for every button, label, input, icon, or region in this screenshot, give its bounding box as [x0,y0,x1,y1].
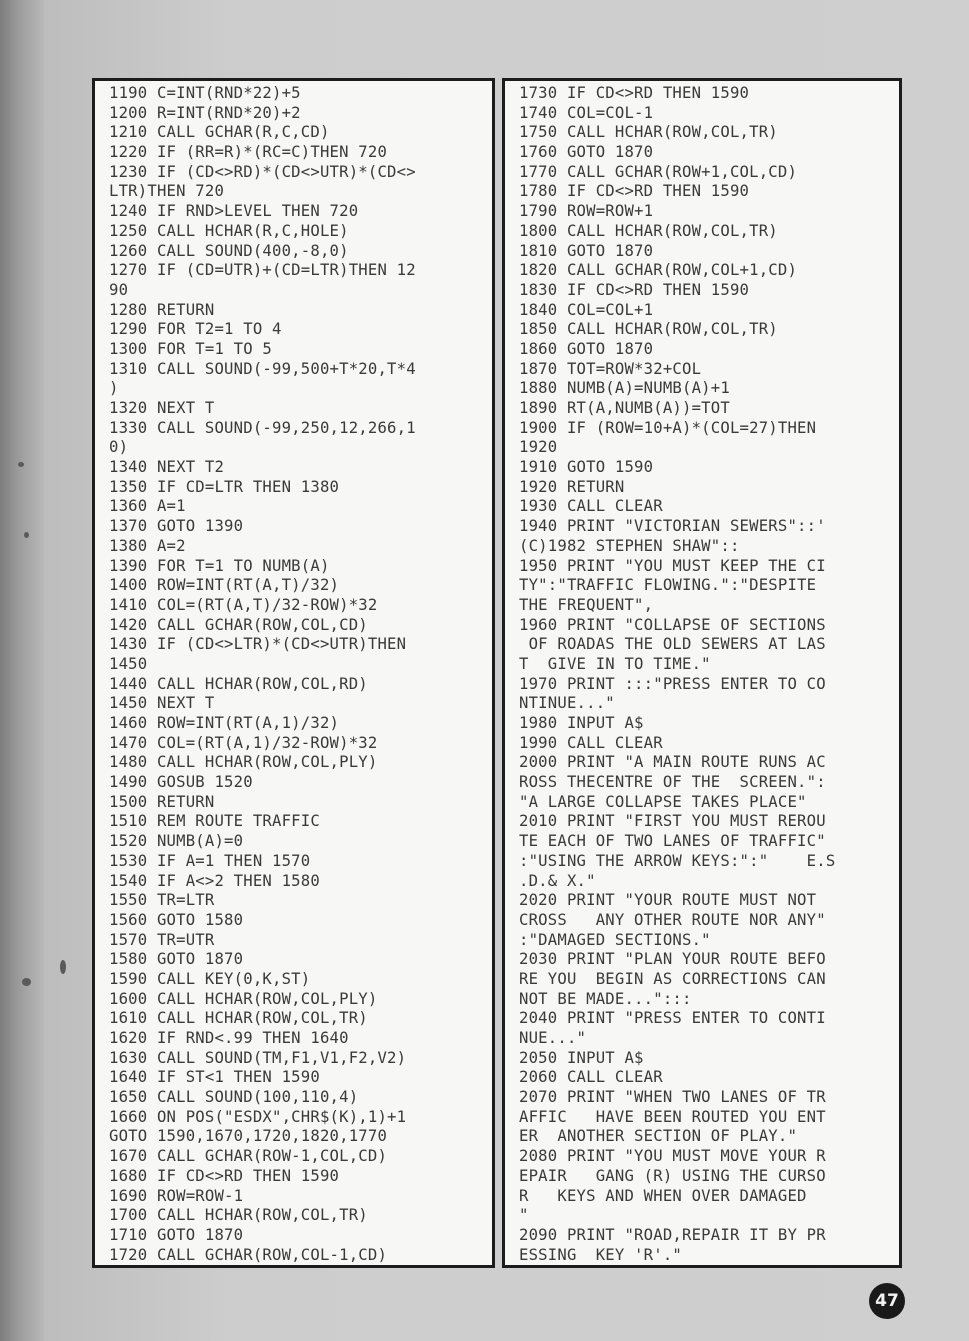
code-line: 1420 CALL GCHAR(ROW,COL,CD) [109,615,368,634]
code-line: 1720 CALL GCHAR(ROW,COL-1,CD) [109,1245,388,1264]
code-line: 2090 PRINT "ROAD,REPAIR IT BY PR [519,1225,826,1244]
code-line: 1580 GOTO 1870 [109,950,244,969]
code-line: 2070 PRINT "WHEN TWO LANES OF TR [519,1088,826,1107]
code-line: 1870 TOT=ROW*32+COL [519,359,702,378]
code-line: 1660 ON POS("ESDX",CHR$(K),1)+1 [109,1107,407,1126]
code-line: 1630 CALL SOUND(TM,F1,V1,F2,V2) [109,1048,407,1067]
code-line: EPAIR GANG (R) USING THE CURSO [519,1166,826,1185]
code-line: 2020 PRINT "YOUR ROUTE MUST NOT [519,891,817,910]
code-line: 1360 A=1 [109,497,186,516]
code-line: ESSING KEY 'R'." [519,1245,682,1264]
code-line: NUE..." [519,1029,587,1047]
code-line: 1730 IF CD<>RD THEN 1590 [519,84,750,102]
page-number-badge: 47 [869,1283,905,1319]
code-line: 1330 CALL SOUND(-99,250,12,266,1 [109,418,416,437]
code-line: 1760 GOTO 1870 [519,143,654,162]
code-line: 1520 NUMB(A)=0 [109,832,244,851]
code-line: LTR)THEN 720 [109,182,225,201]
code-line: ER ANOTHER SECTION OF PLAY." [519,1127,798,1146]
code-line: 1470 COL=(RT(A,1)/32-ROW)*32 [109,733,378,752]
code-line: 1350 IF CD=LTR THEN 1380 [109,477,340,496]
code-line: 1690 ROW=ROW-1 [109,1186,244,1205]
code-line: RE YOU BEGIN AS CORRECTIONS CAN [519,969,826,988]
code-line: 1750 CALL HCHAR(ROW,COL,TR) [519,123,778,142]
code-line: 1390 FOR T=1 TO NUMB(A) [109,556,330,575]
code-line: 1230 IF (CD<>RD)*(CD<>UTR)*(CD<> [109,162,416,181]
code-line: 1430 IF (CD<>LTR)*(CD<>UTR)THEN [109,635,407,654]
code-line: 2030 PRINT "PLAN YOUR ROUTE BEFO [519,950,826,969]
code-line: NTINUE..." [519,694,615,713]
code-line: 1740 COL=COL-1 [519,103,654,122]
code-line: 1440 CALL HCHAR(ROW,COL,RD) [109,674,368,693]
code-line: 1310 CALL SOUND(-99,500+T*20,T*4 [109,359,416,378]
code-line: 1250 CALL HCHAR(R,C,HOLE) [109,221,349,240]
code-line: 1320 NEXT T [109,399,215,417]
code-line: 1770 CALL GCHAR(ROW+1,COL,CD) [519,162,798,181]
code-line: 1550 TR=LTR [109,891,215,910]
code-line: 1260 CALL SOUND(400,-8,0) [109,241,349,260]
code-line: 1860 GOTO 1870 [519,339,654,358]
code-line: 1620 IF RND<.99 THEN 1640 [109,1029,349,1047]
code-line: 1540 IF A<>2 THEN 1580 [109,871,320,890]
code-line: 1650 CALL SOUND(100,110,4) [109,1088,359,1107]
code-line: 1300 FOR T=1 TO 5 [109,339,272,358]
code-line: 1980 INPUT A$ [519,714,644,732]
code-line: 1640 IF ST<1 THEN 1590 [109,1068,320,1087]
print-speck [22,978,31,986]
code-line: 1680 IF CD<>RD THEN 1590 [109,1166,340,1185]
code-listing-left-column [92,78,495,1268]
code-line: 1850 CALL HCHAR(ROW,COL,TR) [519,320,778,339]
code-line: 2060 CALL CLEAR [519,1068,663,1087]
code-line: 1990 CALL CLEAR [519,733,663,752]
code-line: 1370 GOTO 1390 [109,517,244,536]
code-line: R KEYS AND WHEN OVER DAMAGED [519,1186,807,1205]
code-line: 1290 FOR T2=1 TO 4 [109,320,282,339]
code-line: 1710 GOTO 1870 [109,1225,244,1244]
code-line: 1460 ROW=INT(RT(A,1)/32) [109,714,340,732]
code-line: 2040 PRINT "PRESS ENTER TO CONTI [519,1009,826,1028]
code-line: " [519,1206,529,1225]
print-speck [24,532,29,538]
code-line: 1500 RETURN [109,792,215,811]
code-line: 1930 CALL CLEAR [519,497,663,516]
code-line: 1780 IF CD<>RD THEN 1590 [519,182,750,201]
code-line: 1490 GOSUB 1520 [109,773,253,792]
code-line: ) [109,379,119,398]
code-line: 1190 C=INT(RND*22)+5 [109,84,301,102]
code-line: 1510 REM ROUTE TRAFFIC [109,812,320,831]
code-line: 1810 GOTO 1870 [519,241,654,260]
code-line: "A LARGE COLLAPSE TAKES PLACE" [519,792,807,811]
code-line: 1570 TR=UTR [109,930,215,949]
print-speck [18,462,24,467]
code-line: 1560 GOTO 1580 [109,910,244,929]
code-line: 1450 [109,654,148,673]
code-line: 1450 NEXT T [109,694,215,713]
code-line: 1890 RT(A,NUMB(A))=TOT [519,399,730,417]
code-line: .D.& X." [519,871,596,890]
code-line: 90 [109,280,129,299]
code-line: 2050 INPUT A$ [519,1048,644,1067]
code-line: 1840 COL=COL+1 [519,300,654,319]
code-line: 1600 CALL HCHAR(ROW,COL,PLY) [109,989,378,1008]
code-line: 1220 IF (RR=R)*(RC=C)THEN 720 [109,143,388,162]
code-line: 1210 CALL GCHAR(R,C,CD) [109,123,330,142]
book-binding-shadow [0,0,44,1341]
code-line: TE EACH OF TWO LANES OF TRAFFIC" [519,832,826,851]
code-line: :"DAMAGED SECTIONS." [519,930,711,949]
code-line: AFFIC HAVE BEEN ROUTED YOU ENT [519,1107,826,1126]
code-line: 1200 R=INT(RND*20)+2 [109,103,301,122]
code-line: 1970 PRINT :::"PRESS ENTER TO CO [519,674,826,693]
code-line: 1340 NEXT T2 [109,458,225,477]
code-line: :"USING THE ARROW KEYS:":" E.S [519,851,836,870]
code-line: 1910 GOTO 1590 [519,458,654,477]
code-line: 1410 COL=(RT(A,T)/32-ROW)*32 [109,595,378,614]
code-line: CROSS ANY OTHER ROUTE NOR ANY" [519,910,826,929]
code-line: 1820 CALL GCHAR(ROW,COL+1,CD) [519,261,798,280]
code-line: 1800 CALL HCHAR(ROW,COL,TR) [519,221,778,240]
code-line: 2010 PRINT "FIRST YOU MUST REROU [519,812,826,831]
code-line: NOT BE MADE..."::: [519,989,692,1008]
code-line: 1920 [519,438,558,457]
code-line: (C)1982 STEPHEN SHAW":: [519,536,740,555]
code-line: 1480 CALL HCHAR(ROW,COL,PLY) [109,753,378,772]
code-line: 1240 IF RND>LEVEL THEN 720 [109,202,359,221]
code-line: ROSS THECENTRE OF THE SCREEN.": [519,773,826,792]
code-line: 1880 NUMB(A)=NUMB(A)+1 [519,379,730,398]
code-line: 1380 A=2 [109,536,186,555]
code-line: 1900 IF (ROW=10+A)*(COL=27)THEN [519,418,817,437]
code-line: GOTO 1590,1670,1720,1820,1770 [109,1127,388,1146]
code-line: 1950 PRINT "YOU MUST KEEP THE CI [519,556,826,575]
code-line: 1270 IF (CD=UTR)+(CD=LTR)THEN 12 [109,261,416,280]
code-line: THE FREQUENT", [519,595,654,614]
code-line: TY":"TRAFFIC FLOWING.":"DESPITE [519,576,817,595]
code-line: 1920 RETURN [519,477,625,496]
code-line: 1400 ROW=INT(RT(A,T)/32) [109,576,340,595]
code-line: 1590 CALL KEY(0,K,ST) [109,969,311,988]
code-line: 2000 PRINT "A MAIN ROUTE RUNS AC [519,753,826,772]
code-line: 1940 PRINT "VICTORIAN SEWERS"::' [519,517,826,536]
code-line: OF ROADAS THE OLD SEWERS AT LAS [519,635,826,654]
print-speck [60,960,66,974]
code-line: 1280 RETURN [109,300,215,319]
code-line: 1790 ROW=ROW+1 [519,202,654,221]
code-line: 0) [109,438,129,457]
code-line: 1610 CALL HCHAR(ROW,COL,TR) [109,1009,368,1028]
code-line: 1960 PRINT "COLLAPSE OF SECTIONS [519,615,826,634]
code-line: 1530 IF A=1 THEN 1570 [109,851,311,870]
code-line: T GIVE IN TO TIME." [519,654,711,673]
code-line: 2080 PRINT "YOU MUST MOVE YOUR R [519,1147,826,1166]
code-line: 1700 CALL HCHAR(ROW,COL,TR) [109,1206,368,1225]
code-line: 1830 IF CD<>RD THEN 1590 [519,280,750,299]
code-line: 1670 CALL GCHAR(ROW-1,COL,CD) [109,1147,388,1166]
code-listing-right-column [502,78,902,1268]
